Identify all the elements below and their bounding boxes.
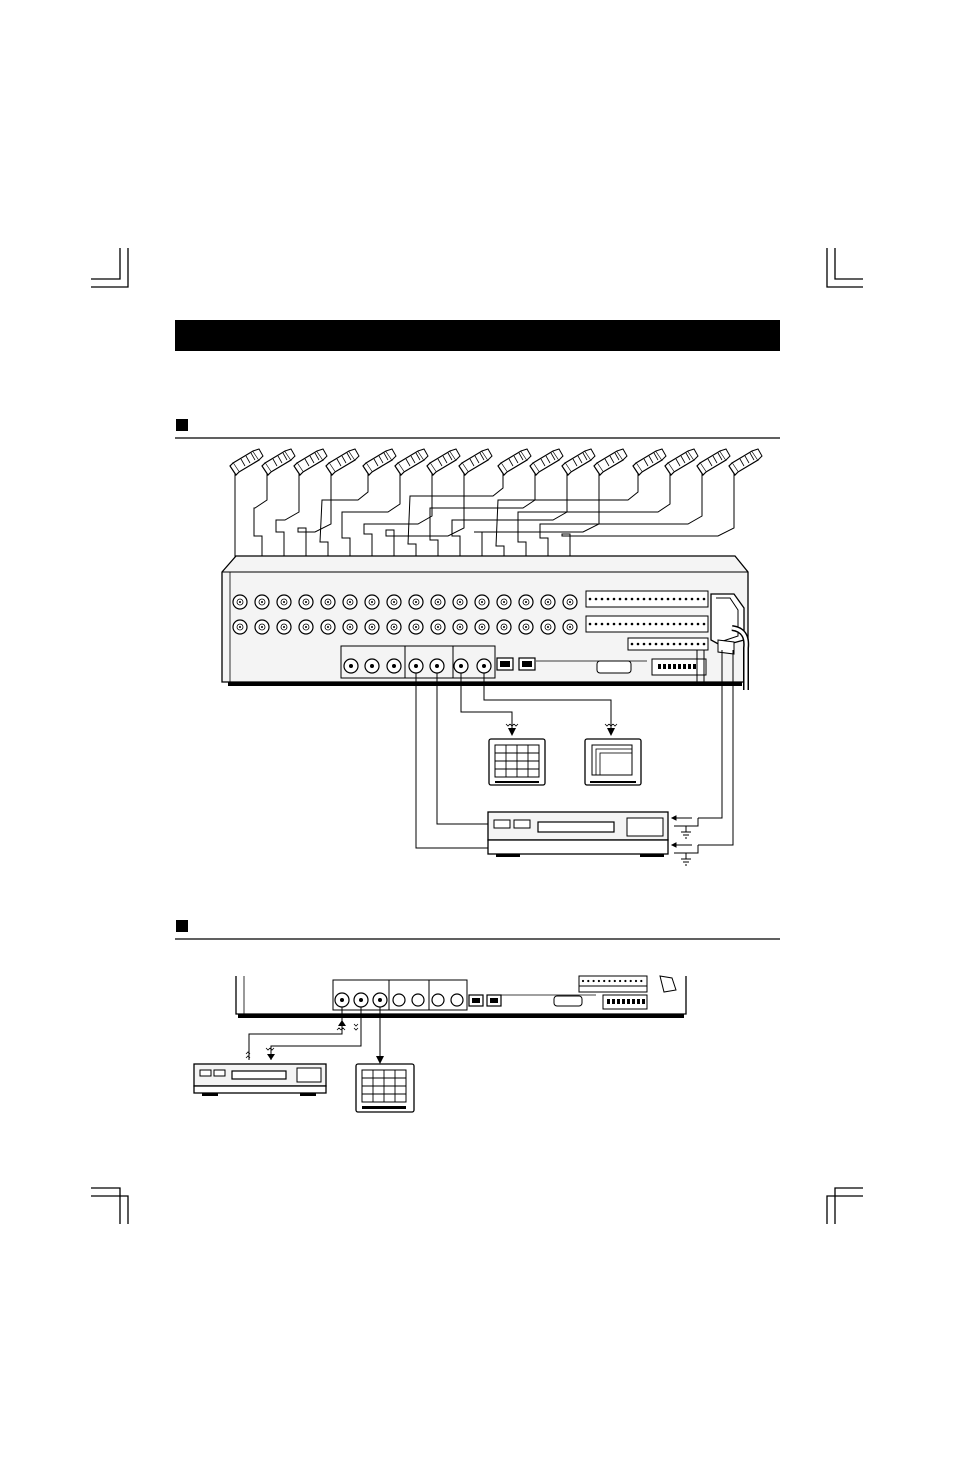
camera-icon (363, 449, 396, 475)
bnc-connector (541, 620, 555, 634)
filled-square-icon (176, 920, 188, 932)
camera-icon (230, 449, 263, 475)
bnc-connector (541, 595, 555, 609)
diagram-2 (194, 976, 686, 1112)
bnc-connector (409, 620, 423, 634)
bnc-connector (409, 595, 423, 609)
camera-icon (326, 449, 359, 475)
camera-icon (395, 449, 428, 475)
camera-icon (427, 449, 460, 475)
bnc-connector (387, 620, 401, 634)
video-recorder (194, 1064, 326, 1096)
camera-icon (294, 449, 327, 475)
camera-icon (530, 449, 563, 475)
video-output-connectors (389, 980, 501, 1010)
section-header-1 (175, 419, 780, 438)
bnc-connector (321, 595, 335, 609)
bnc-connector (453, 620, 467, 634)
dip-switch-block (652, 659, 706, 675)
filled-square-icon (176, 419, 188, 431)
bnc-connector (365, 595, 379, 609)
bnc-connector (387, 595, 401, 609)
bnc-connector (475, 595, 489, 609)
multiscreen-monitor (356, 1064, 414, 1112)
bnc-connector (277, 595, 291, 609)
bnc-connector (497, 620, 511, 634)
section-header-2 (175, 920, 780, 939)
bnc-connector (475, 620, 489, 634)
camera-icon (262, 449, 295, 475)
bnc-connector (299, 620, 313, 634)
bnc-connector (431, 595, 445, 609)
bnc-connector (233, 620, 247, 634)
bnc-connector (233, 595, 247, 609)
bnc-connector (563, 595, 577, 609)
camera-icon (697, 449, 730, 475)
signal-arrows (508, 728, 615, 736)
bnc-connector (255, 620, 269, 634)
camera-icon (594, 449, 627, 475)
multiscreen-monitor (489, 739, 545, 785)
bnc-connector (519, 620, 533, 634)
bnc-connector (563, 620, 577, 634)
bnc-connector (321, 620, 335, 634)
bnc-connector (365, 620, 379, 634)
bnc-connector (431, 620, 445, 634)
bnc-connector (343, 620, 357, 634)
video-recorder (488, 812, 668, 857)
camera-icon (459, 449, 492, 475)
s-video-connectors (333, 980, 389, 1010)
bnc-connector (453, 595, 467, 609)
signal-arrows (267, 1020, 384, 1064)
vcr-alarm-connections (672, 816, 698, 865)
camera-row (230, 449, 762, 475)
camera-icon (633, 449, 666, 475)
diagram-1 (222, 449, 762, 865)
camera-icon (498, 449, 531, 475)
bnc-connector (519, 595, 533, 609)
bnc-connector (277, 620, 291, 634)
camera-icon (665, 449, 698, 475)
bnc-connector (299, 595, 313, 609)
spot-monitor (585, 739, 641, 785)
bnc-connector (343, 595, 357, 609)
camera-icon (562, 449, 595, 475)
camera-icon (729, 449, 762, 475)
bnc-connector (497, 595, 511, 609)
title-bar (175, 320, 780, 351)
bnc-connector (255, 595, 269, 609)
